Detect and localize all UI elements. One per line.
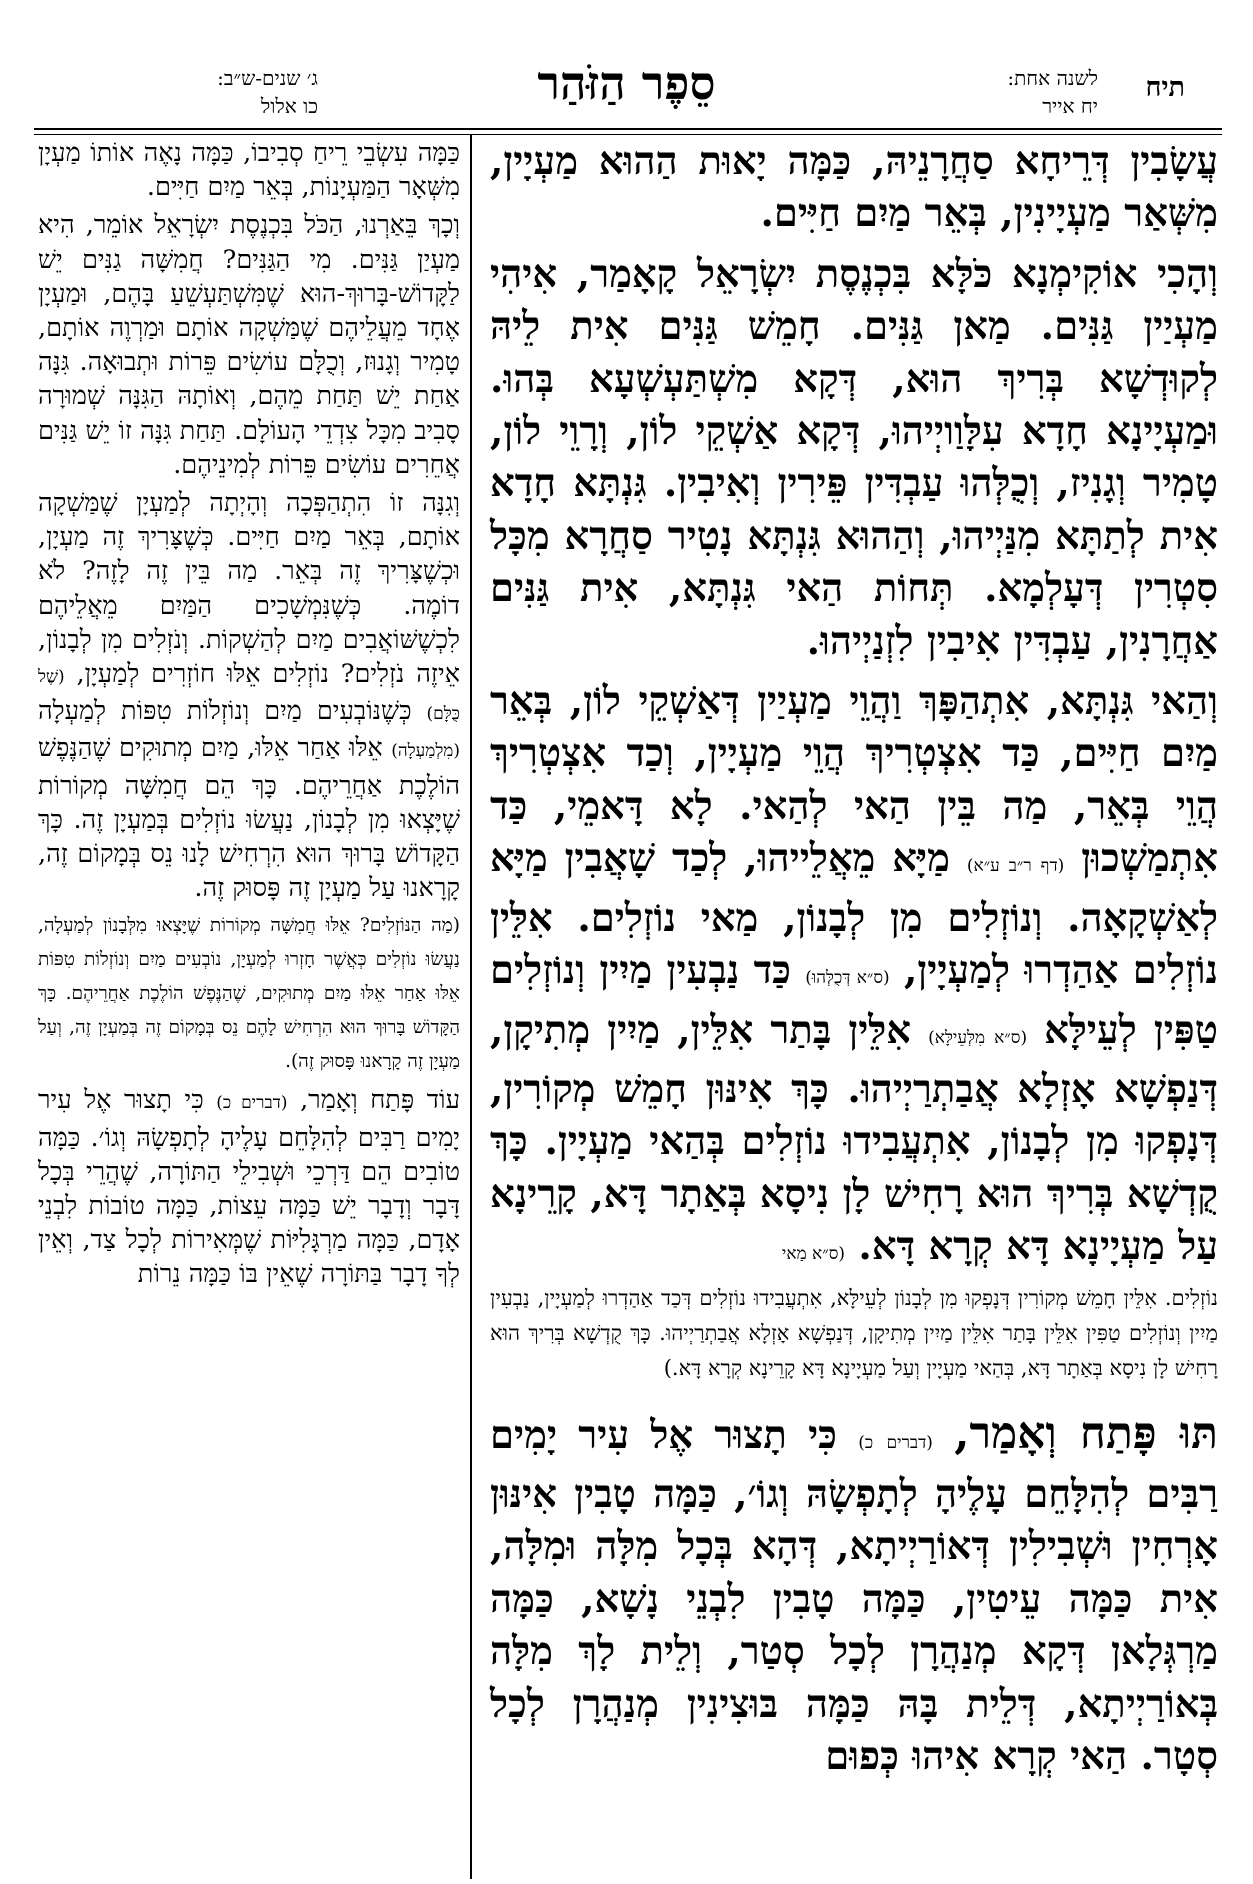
study-schedule-left xyxy=(138,64,318,130)
page-reference: (דף ר״ב ע״א) xyxy=(966,856,1065,877)
main-p3-text-b: מַיָּא מֵאֲלֵייהוּ, לְכַד שָׁאֲבִין מַיָּא לְאַשְׁקָאָה. וְנוֹזְלִים מִן לְבָנוֹן, מַאי נוֹזְלִים. אִלֵּין נוֹזְלִים אַהַדְרוּ לְמַעְיָין, xyxy=(490,836,1219,994)
main-paragraph-2: וְהָכִי אוֹקִימְנָא כֹּלָּא בִּכְנֶסֶת יִשְׂרָאֵל קָאָמַר, אִיהִי מַעְיַין גַּנִּים. מַאן גַּנִּים. חָמֵשׁ גַּנִּים אִית לֵיהּ לְקוּדְשָׁא בְּרִיךְ הוּא, דְּקָא מִשְׁתַּעְשְׁעָא בְּהוּ. וּמַעְיָינָא חָדָא עִלָּוַויְיהוּ, דְּקָא אַשְׁקֵי לוֹן, וְרָוֵי לוֹן, טָמִיר וְגָנִיז, וְכֻלְּהוּ עַבְדִּין פֵּירִין וְאִיבִין. גִּנְתָּא חָדָא אִית לְתַתָּא מִנַּיְיהוּ, וְהַהוּא גִּנְתָּא נָטִיר סַחֲרָא מִכָּל סִטְרִין דְּעָלְמָא. תְּחוֹת הַאי גִּנְתָּא, אִית גַּנִּים אַחֲרָנִין, עַבְדִּין אִיבִין לִזְנַיְיהוּ. xyxy=(490,251,1218,664)
header-rule xyxy=(34,128,1222,130)
verse-reference: (דברים כ) xyxy=(858,1432,933,1453)
page-number: תיח xyxy=(1145,72,1185,103)
translation-paragraph-2: וְכָךְ בֵּאַרְנוּ, הַכֹּל בִּכְנֶסֶת יִשְׂרָאֵל אוֹמֵר, הִיא מַעְיַן גַּנִּים. מִי הַגַּנִּים? חֲמִשָּׁה גַנִּים יֵשׁ לַקָּדוֹשׁ-בָּרוּךְ-הוּא שֶׁמִּשְׁתַּעְשֵׁעַ בָּהֶם, וּמַעְיָן אֶחָד מֵעֲלֵיהֶם שֶׁמַּשְׁקָה אוֹתָם וּמַרְוֶה אוֹתָם, טָמִיר וְגָנוּז, וְכֻלָּם עוֹשִׂים פֵּרוֹת וּתְבוּאָה. גִּנָּה אַחַת יֵשׁ תַּחַת מֵהֶם, וְאוֹתָהּ הַגִּנָּה שְׁמוּרָה סָבִיב מִכָּל צִדְדֵי הָעוֹלָם. תַּחַת גִּנָּה זוֹ יֵשׁ גַּנִּים אֲחֵרִים עוֹשִׂים פֵּרוֹת לְמִינֵיהֶם. xyxy=(38,210,460,480)
main-paragraph-4 xyxy=(490,1408,1218,1784)
verse-reference: (דברים כ) xyxy=(216,1093,288,1114)
translation-paragraph-1: כַּמָּה עִשְׂבֵי רֵיחַ סְבִיבוֹ, כַּמָּה נָאֶה אוֹתוֹ מַעְיָן מִשְּׁאָר הַמַּעְיָנוֹת, בְּאֵר מַיִם חַיִּים. xyxy=(38,138,460,203)
variant-reading: (מִלְמַעְלָה) xyxy=(391,741,460,762)
main-paragraph-3 xyxy=(490,676,1218,1280)
variant-reading: (ס״א מִלְּעֵילָּא) xyxy=(928,1027,1028,1048)
translation-p3-text-a: וְגִנָּה זוֹ הִתְהַפְּכָה וְהָיְתָה לְמַעְיָן שֶׁמַּשְׁקָה אוֹתָם, בְּאֵר מַיִם חַיִּים. כְּשֶׁצָּרִיךְ זֶה מַעְיָן, וּכְשֶׁצָּרִיךְ זֶה בְּאֵר. מַה בֵּין זֶה לָזֶה? לֹא דוֹמֶה. כְּשֶׁנִּמְשָׁכִים הַמַּיִם מֵאֲלֵיהֶם לִכְשֶׁשּׁוֹאֲבִים מַיִם לְהַשְׁקוֹת. וְנֹזְלִים מִן לְבָנוֹן, אֵיזֶה נֹזְלִים? נוֹזְלִים אֵלּוּ חוֹזְרִים לְמַעְיָן, xyxy=(38,488,460,690)
main-paragraph-1: עֲשָׂבִין דְּרֵיחָא סַחֲרָנֵיהּ, כַּמָּה יָאוּת הַהוּא מַעְיָין, מִשְּׁאַר מַעְיָינִין, בְּאֵר מַיִם חַיִּים. xyxy=(490,139,1218,237)
column-divider xyxy=(470,134,472,1879)
schedule-right-top: לשנה אחת: xyxy=(1007,66,1098,90)
header-rule-thin xyxy=(34,134,1222,135)
schedule-left-top: ג׳ שנים-ש״ב: xyxy=(217,66,318,90)
schedule-right-bottom: יח אייר xyxy=(1042,94,1098,118)
main-p4-text: כִּי תָצוּר אֶל עִיר יָמִים רַבִּים לְהִלָּחֵם עָלֶיהָ לְתָפְשָׂהּ וְגוֹ׳, כַּמָּה טָבִין אִינּוּן אָרְחִין וּשְׁבִילִין דְּאוֹרַיְיתָא, דְּהָא בְּכָל מִלָּה וּמִלָּה, אִית כַּמָּה עֵיטִין, כַּמָּה טָבִין לִבְנֵי נָשָׁא, כַּמָּה מַרְגְּלָאן דְּקָא מְנַהֲרָן לְכָל סְטַר, וְלֵית לָךְ מִלָּה בְּאוֹרַיְיתָא, דְּלֵית בָּהּ כַּמָּה בּוּצִינִין מְנַהֲרָן לְכָל סְטָר. הַאי קְרָא אִיהוּ כְּפוּם xyxy=(490,1412,1218,1779)
main-p3-text-c: כַּד נַבְעִין מַיִין וְנוֹזְלִים טַפִּין לְעֵילָּא xyxy=(490,948,1218,1053)
translation-column xyxy=(38,136,460,1292)
main-p3-text-a: וְהַאי גִּנְתָּא, אִתְהַפָּךְ וַהֲוֵי מַעְיַין דְּאַשְׁקֵי לוֹן, בְּאֵר מַיִם חַיִּים, כַּד אִצְטְרִיךְ הֲוֵי מַעְיָין, וְכַד אִצְטְרִיךְ הֲוֵי בְּאֵר, מַה בֵּין הַאי לְהַאי. לָא דָּאמֵי, כַּד אִתְמַשְׁכוּן xyxy=(490,679,1218,882)
main-text-column xyxy=(490,136,1218,1783)
translation-paragraph-3 xyxy=(38,486,460,905)
translation-p3-text-b: כְּשֶׁנּוֹבְעִים מַיִם וְנוֹזְלוֹת טִפּוֹת לְמַעְלָה xyxy=(38,696,412,727)
main-p4-opening: תּוּ פָּתַח וְאָמַר, xyxy=(954,1407,1219,1459)
variant-reading: (ס״א דְּכֻלְּהוּ) xyxy=(805,968,890,989)
translation-paragraph-4 xyxy=(38,1083,460,1291)
translation-p3-text-c: אֵלּוּ אַחַר אֵלּוּ, מַיִם מְתוּקִים שֶׁהַנֶּפֶשׁ הוֹלֶכֶת אַחֲרֵיהֶם. כָּךְ הֵם חֲמִשָּׁה מְקוֹרוֹת שֶׁיָּצְאוּ מִן לְבָנוֹן, נַעֲשׂוּ נוֹזְלִים בְּמַעְיָן זֶה. כָּךְ הַקָּדוֹשׁ בָּרוּךְ הוּא הִרְחִישׁ לָנוּ נֵס בְּמָקוֹם זֶה, קָרָאנוּ עַל מַעְיָן זֶה פָּסוּק זֶה. xyxy=(38,733,460,904)
translation-variant-note: (מַה הַנּוֹזְלִים? אֵלּוּ חֲמִשָּׁה מְקוֹרוֹת שֶׁיָּצְאוּ מִלְּבָנוֹן לְמַעְלָה, נַעֲשׂוּ נוֹזְלִים כְּאֲשֶׁר חָזְרוּ לְמַעְיָן, נוֹבְעִים מַיִם וְנוֹזְלוֹת טִפּוֹת אֵלּוּ אַחַר אֵלּוּ מַיִם מְתוּקִים, שֶׁהַנֶּפֶשׁ הוֹלֶכֶת אַחֲרֵיהֶם. כָּךְ הַקָּדוֹשׁ בָּרוּךְ הוּא הִרְחִישׁ לָהֶם נֵס בְּמָקוֹם זֶה בְּמַעְיָן זֶה, וְעַל מַעְיָן זֶה קָרָאנוּ פָּסוּק זֶה). xyxy=(38,915,460,1073)
translation-p4-text: כִּי תָצוּר אֶל עִיר יָמִים רַבִּים לְהִלָּחֵם עָלֶיהָ לְתָפְשָׂהּ וְגוֹ׳. כַּמָּה טוֹבִים הֵם דַּרְכֵי וּשְׁבִילֵי הַתּוֹרָה, שֶׁהֲרֵי בְּכָל דָּבָר וְדָבָר יֵשׁ כַּמָּה עֵצוֹת, כַּמָּה טוֹבוֹת לִבְנֵי אָדָם, כַּמָּה מַרְגָּלִיּוֹת שֶׁמְּאִירוֹת לְכָל צַד, וְאֵין לְךָ דָבָר בַּתּוֹרָה שֶׁאֵין בּוֹ כַּמָּה נֵרוֹת xyxy=(38,1085,460,1290)
translation-p4-opening: עוֹד פָּתַח וְאָמַר, xyxy=(300,1085,461,1116)
schedule-left-bottom: כו אלול xyxy=(260,94,318,118)
book-title: סֵפֶר הַזֹּהַר xyxy=(537,56,716,110)
main-p3-text-d: אִלֵּין בָּתַר אִלֵּין, מַיִין מְתִיקָן, דְּנַפְשָׁא אָזְלָא אֲבַתְרַיְיהוּ. כָּךְ אִינּוּן חָמֵשׁ מְקוֹרִין, דְּנָפְקוּ מִן לְבָנוֹן, אִתְעֲבִידוּ נוֹזְלִים בְּהַאי מַעְיָין. כָּךְ קֻדְשָׁא בְּרִיךְ הוּא רָחִישׁ לָן נִיסָא בְּאַתָר דָּא, קָרֵינָא עַל מַעְיָינָא דָּא קְרָא דָּא. xyxy=(490,1007,1218,1270)
variant-reading: (ס״א מַאי xyxy=(781,1244,846,1265)
variant-note: נוֹזְלִים. אִלֵּין חָמֵשׁ מְקוֹרִין דְּנָפְקוּ מִן לְבָנוֹן לְעֵילָּא, אִתְעֲבִידוּ נוֹזְלִים דְּכַד אַהַדְרוּ לְמַעְיָין, נַבְעִין מַיִין וְנוֹזְלִים טַפִּין אִלֵּין בָּתַר אִלֵּין מַיִין מְתִיקָן, דְּנַפְשָׁא אָזְלָא אֲבַתְרַיְיהוּ. כָּךְ קֻדְשָׁא בְּרִיךְ הוּא רָחִישׁ לָן נִיסָא בְּאַתָר דָּא, בְּהַאי מַעְיָין וְעַל מַעְיָינָא דָּא קָרֵינָא קְרָא דָּא.) xyxy=(490,1285,1218,1380)
variant-reading: (שֶׁל כֻּלָּם) xyxy=(38,667,460,725)
